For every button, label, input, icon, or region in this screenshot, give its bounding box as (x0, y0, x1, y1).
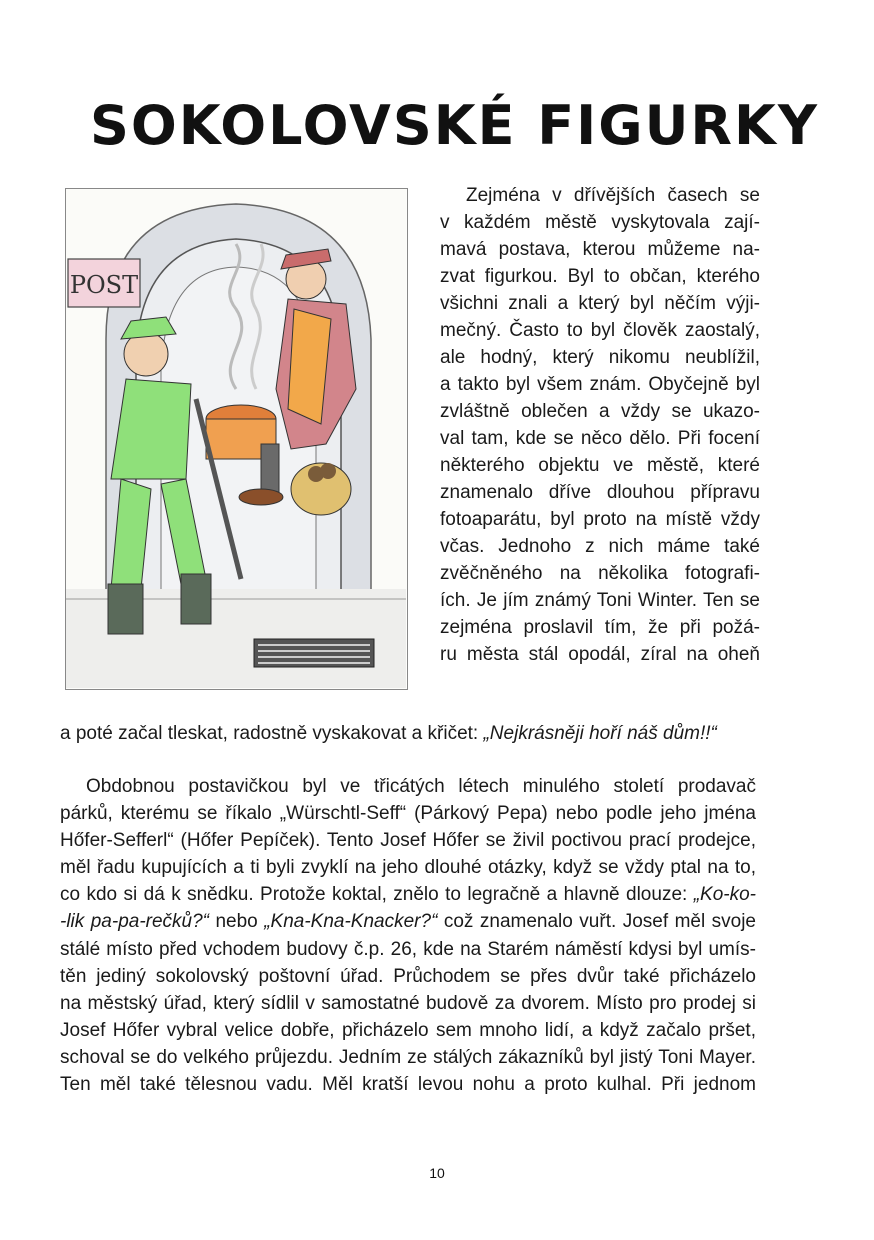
text-line: stálé místo před vchodem budovy č.p. 26, kde na Starém náměstí kdysi byl umís- (60, 938, 756, 960)
text-line: zvěčněného na několika fotografi- (440, 563, 760, 584)
text-line: fotoaparátu, byl proto na místě vždy (440, 509, 760, 530)
quote-run: -lik pa-pa-rečků?“ (60, 911, 210, 933)
quote-run: „Kna-Kna-Knacker?“ (264, 911, 438, 933)
text-line: zvláštně oblečen a vždy se ukazo- (440, 401, 760, 422)
text-line: Hőfer-Sefferl“ (Hőfer Pepíček). Tento Josef Hőfer se živil poctivou prací prodejce, (60, 830, 756, 852)
illustration (65, 188, 408, 690)
tail-text: a poté začal tleskat, radostně vyskakovat a křičet: (60, 723, 484, 744)
text-line: zejména proslavil tím, že při požá- (440, 617, 760, 638)
text-line: Obdobnou postavičkou byl ve třicátých létech minulého století prodavač (86, 776, 756, 797)
quote-run: „Ko-ko- (693, 884, 756, 906)
text-line (60, 881, 756, 908)
drain-grate (254, 639, 374, 667)
text-line: všichni znali a který byl něčím výji- (440, 293, 760, 314)
text-line: zvat figurkou. Byl to občan, kterého (440, 266, 760, 287)
text-line: val tam, kde se něco dělo. Při focení (440, 428, 760, 449)
paragraph-1-tail (60, 720, 760, 747)
page-title: SOKOLOVSKÉ FIGURKY (90, 94, 819, 157)
text-line: schoval se do velkého průjezdu. Jedním ze stálých zákazníků byl jistý Toni Mayer. (60, 1046, 756, 1068)
text-line: párků, kterému se říkalo „Würschtl-Seff“ (Párkový Pepa) nebo podle jeho jména (60, 803, 756, 825)
text-run: což znamenalo vuřt. Josef měl svoje (437, 911, 757, 933)
text-run: co kdo si dá k snědku. Protože koktal, znělo to legračně a hlavně dlouze: (60, 884, 694, 906)
text-line: některého objektu ve městě, které (440, 455, 760, 476)
text-line: včas. Jednoho z nich máme také (440, 536, 760, 557)
text-line: a takto byl všem znám. Obyčejně byl (440, 374, 760, 395)
text-line: Zejména v dřívějších časech se (466, 185, 760, 206)
post-sign-text: POST (69, 271, 139, 299)
post-sign (68, 259, 140, 307)
text-line (60, 908, 756, 935)
text-line: mavá postava, kterou můžeme na- (440, 239, 760, 260)
text-line: Josef Hőfer vybral velice dobře, přicházelo sem mnoho lidí, a když začalo pršet, (60, 1019, 756, 1041)
text-line: měl řadu kupujících a ti byli zvyklí na jeho dlouhé otázky, když se vždy ptal na to, (60, 857, 756, 879)
page-number: 10 (429, 1165, 445, 1181)
paragraph-1-wrapped (440, 182, 760, 668)
text-line: Ten měl také tělesnou vadu. Měl kratší levou nohu a proto kulhal. Při jednom (60, 1074, 756, 1096)
text-run: nebo (209, 911, 265, 933)
text-line: ale hodný, který nikomu neublížil, (440, 347, 760, 368)
tail-quote: „Nejkrásněji hoří náš dům!!“ (483, 723, 717, 744)
text-line: těn jediný sokolovský poštovní úřad. Průchodem se přes dvůr také přicházelo (60, 965, 756, 987)
text-line: v každém městě vyskytovala zají- (440, 212, 760, 233)
text-line: na městský úřad, který sídlil v samostatné budově za dvorem. Místo pro prodej si (60, 992, 756, 1014)
illustration-drawing (66, 189, 406, 688)
text-line: mečný. Často to byl člověk zaostalý, (440, 320, 760, 341)
paragraph-2 (60, 773, 756, 1098)
text-line: ích. Je jím známý Toni Winter. Ten se (440, 590, 760, 611)
text-line: ru města stál opodál, zíral na oheň (440, 644, 760, 665)
text-line: znamenalo dříve dlouhou přípravu (440, 482, 760, 503)
